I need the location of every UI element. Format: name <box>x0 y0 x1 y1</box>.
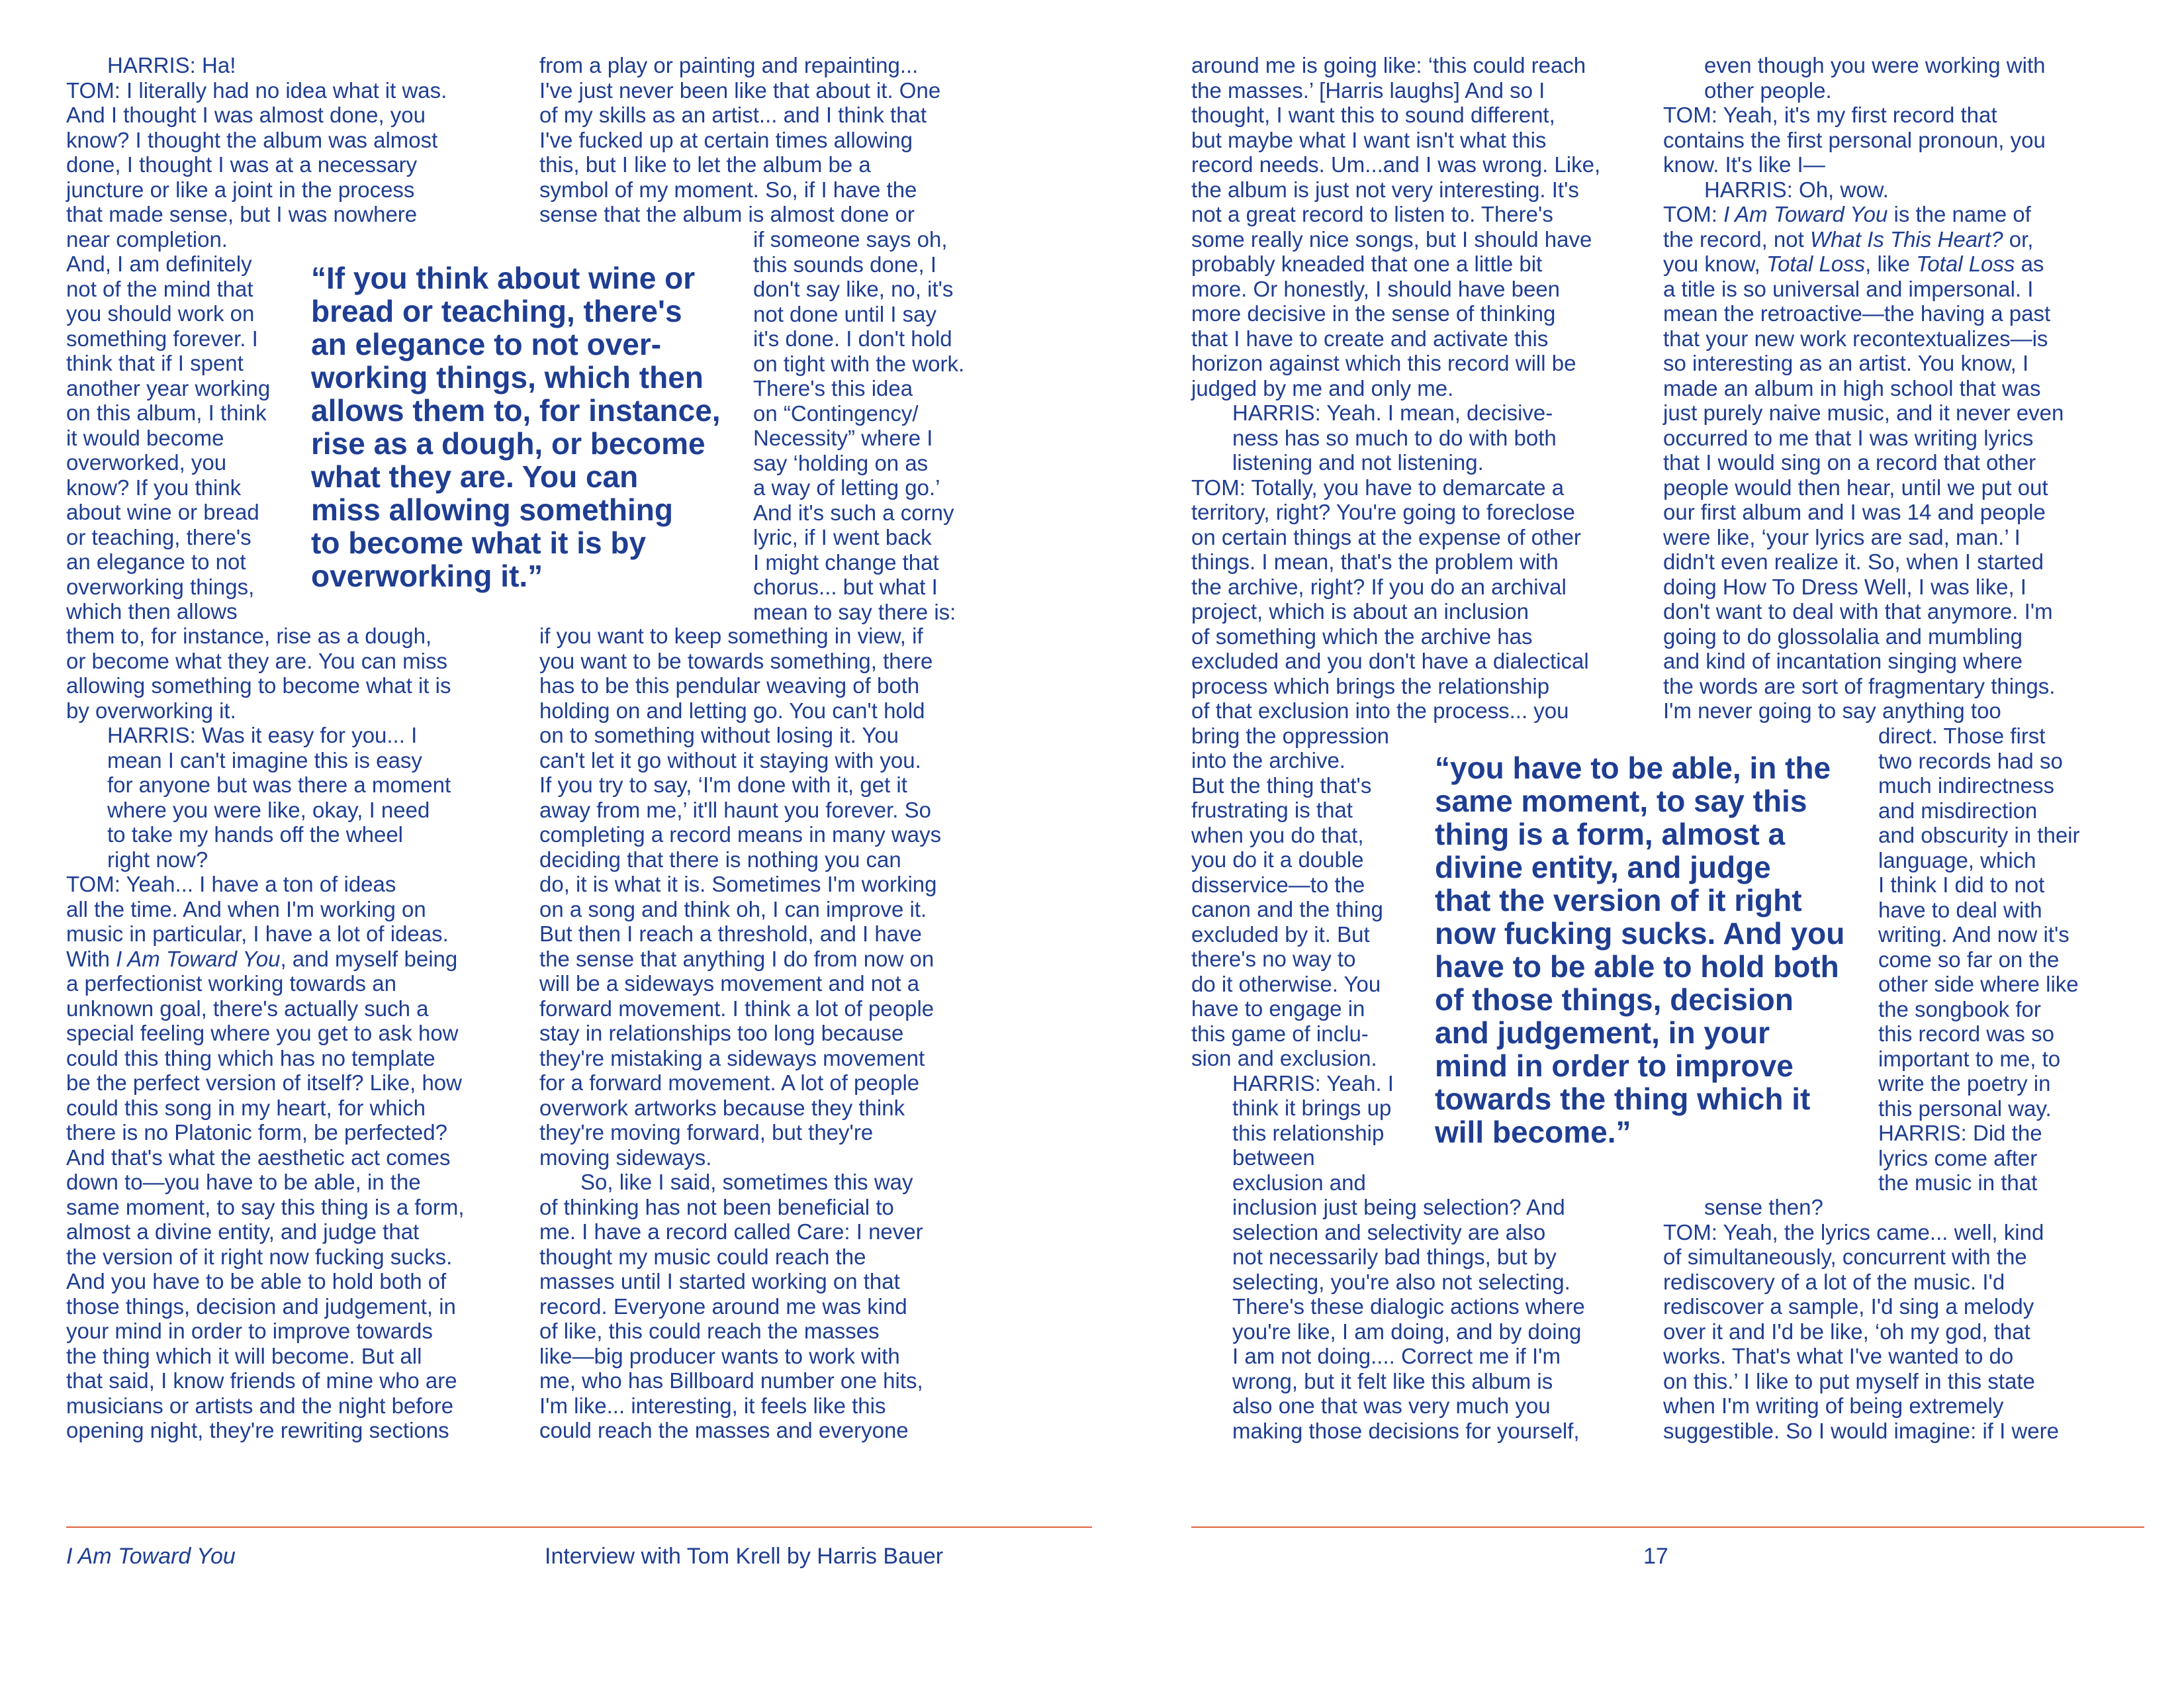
harris-comment-wrap-end: inclusion just being selection? And selection and selectivity are also not necessarily bad things, but by selecting, you're also not selecting. There's these dialogic actions where you're like, I am doing, and by doing I am not doing.... Correct me if I'm wrong, but it felt like this album is also one that was very much you making those decisions for yourself, <box>1232 1195 1585 1443</box>
harris-comment: HARRIS: Yeah. I mean, decisive- ness has so much to do with both listening and not listening. <box>1232 400 1557 475</box>
left-col-1-wrap-narrow <box>66 252 304 624</box>
tom-paragraph: around me is going like: ‘this could reach the masses.’ [Harris laughs] And so I thought, I want this to sound different, but maybe what I want isn't what this record needs. Um...and I was wrong. Like, the album is just not very interesting. It's not a great record to listen to. There's some really nice songs, but I should have probably kneaded that one a little bit more. Or honestly, I should have been more decisive in the sense of thinking that I have to create and activate this horizon against which this record will be judged by me and only me. <box>1191 53 1601 400</box>
left-col-2-wrap-narrow <box>753 227 1005 624</box>
footer-rule-left <box>66 1526 1092 1528</box>
right-col-3 <box>1191 53 1655 748</box>
right-col-3-lower <box>1191 1195 1655 1443</box>
pull-quote <box>1435 751 1878 1149</box>
tom-paragraph: TOM: I literally had no idea what it was. And I thought I was almost done, you know? I thought the album was almost done, I thought I was at a necessary juncture or like a joint in the process that made sense, but I was nowhere near completion. <box>66 77 447 252</box>
footer-interview-title: Interview with Tom Krell by Harris Bauer <box>545 1544 944 1569</box>
tom-paragraph: TOM: Totally, you have to demarcate a territory, right? You're going to foreclose on certain things at the expense of other things. I mean, that's the problem with the archive, right? If you do an archival project, which is about an inclusion of something which the archive has excluded and you don't have a dialectical process which brings the relationship of that exclusion into the process... you bring the oppression <box>1191 475 1589 748</box>
harris-question-end: sense then? <box>1704 1195 1823 1219</box>
speaker-line-harris: HARRIS: Ha! <box>107 53 236 77</box>
harris-question: HARRIS: Was it easy for you... I mean I can't imagine this is easy for anyone but was there a moment where you were like, okay, I need to take my hands off the wheel right now? <box>107 723 451 872</box>
tom-paragraph-wrap: direct. Those first two records had so much indirectness and misdirection and obscurity in their language, which I think I did to not have to deal with writing. And now it's come so far on the other side where like the songbook for this record was so important to me, to write the poetry in this personal way. <box>1878 724 2080 1121</box>
tom-paragraph: TOM: Yeah... I have a ton of ideas all the time. And when I'm working on music in particular, I have a lot of ideas. With I Am Toward You, and myself being a perfectionist working towards an unknown goal, there's actually such a special feeling where you get to ask how could this thing which has no template be the perfect version of itself? Like, how could this song in my heart, for which there is no Platonic form, be perfected? And that's what the aesthetic act comes down to—you have to be able, in the same moment, to say this thing is a form, almost a divine entity, and judge that the version of it right now fucking sucks. And you have to be able to hold both of those things, decision and judgement, in your mind in order to improve towards the thing which it will become. But all that said, I know friends of mine who are musicians or artists and the night before opening night, they're rewriting sections <box>66 872 465 1442</box>
pull-quote-text: “If you think about wine or bread or teaching, there's an elegance to not over- working things, which then allows them to, for instance, rise as a dough, or become what they are. You can miss allowing something to become what it is by overworking it.” <box>311 261 721 593</box>
tom-paragraph: So, like I said, sometimes this way of thinking has not been beneficial to me. I have a record called Care: I never thought my music could reach the masses until I started working on that record. Everyone around me was kind of like, this could reach the masses like—big producer wants to work with me, who has Billboard number one hits, I'm like... interesting, it feels like this could reach the masses and everyone <box>539 1170 923 1442</box>
footer-book-title: I Am Toward You <box>66 1544 236 1569</box>
left-col-2 <box>539 53 1003 227</box>
right-col-4-lower <box>1663 1195 2140 1443</box>
tom-paragraph-wrap: And, I am definitely not of the mind that you should work on something forever. I think that if I spent another year working on this album, I think it would become overworked, you know? If you think about wine or bread or teaching, there's an elegance to not overworking things, which then allows <box>66 252 271 624</box>
left-col-2-lower <box>539 624 1003 1443</box>
right-col-4 <box>1663 53 2140 724</box>
right-col-3-narrow <box>1191 748 1416 1195</box>
tom-paragraph-wrap: into the archive. But the thing that's frustrating is that when you do that, you do it a double disservice—to the canon and the thing excluded by it. But there's no way to do it otherwise. You have to engage in this game of inclu- sion and exclusion. <box>1191 748 1383 1070</box>
tom-paragraph: from a play or painting and repainting... I've just never been like that about it. One of my skills as an artist... and I think that I've fucked up at certain times allowing this, but I like to let the album be a symbol of my moment. So, if I have the sense that the album is almost done or <box>539 53 941 226</box>
left-col-1-lower <box>66 624 523 1443</box>
harris-question-wrap: HARRIS: Did the lyrics come after the music in that <box>1878 1121 2042 1195</box>
tom-paragraph: TOM: Yeah, it's my first record that contains the first personal pronoun, you know. It's like I— <box>1663 103 2046 177</box>
harris-comment: HARRIS: Oh, wow. <box>1704 177 1889 202</box>
pull-quote-text: “you have to be able, in the same moment, to say this thing is a form, almost a divine entity, and judge that the version of it right now fucking sucks. And you have to be able to hold both of those things, decision and judgement, in your mind in order to improve towards the thing which it will become.” <box>1435 751 1845 1149</box>
right-col-4-narrow <box>1878 724 2143 1196</box>
page-number: 17 <box>1643 1544 1668 1569</box>
left-col-1 <box>66 53 523 252</box>
harris-comment-wrap: HARRIS: Yeah. I think it brings up this relationship between exclusion and <box>1232 1070 1394 1195</box>
pull-quote <box>311 261 748 592</box>
tom-paragraph: TOM: Yeah, the lyrics came... well, kind of simultaneously, concurrent with the rediscovery of a lot of the music. I'd rediscover a sample, I'd sing a melody over it and I'd be like, ‘oh my god, that works. That's what I've wanted to do on this.’ I like to put myself in this state when I'm writing of being extremely suggestible. So I would imagine: if I were <box>1663 1219 2059 1443</box>
tom-paragraph: TOM: I Am Toward You is the name of the record, not What Is This Heart? or, you know, Total Loss, like Total Loss as a title is so universal and impersonal. I mean the retroactive—the having a past that your new work recontextualizes—is so interesting as an artist. You know, I made an album in high school that was just purely naive music, and it never even occurred to me that I was writing lyrics that I would sing on a record that other people would then hear, until we put out our first album and I was 14 and people were like, ‘your lyrics are sad, man.’ I didn't even realize it. So, when I started doing How To Dress Well, I was like, I don't want to deal with that anymore. I'm going to do glossolalia and mumbling and kind of incantation singing where the words are sort of fragmentary things. I'm never going to say anything too <box>1663 202 2064 723</box>
tom-paragraph-wrap-end: if you want to keep something in view, if you want to be towards something, there has to be this pendular weaving of both holding on and letting go. You can't hold on to something without losing it. You can't let it go without it staying with you. If you try to say, ‘I'm done with it, get it away from me,’ it'll haunt you forever. So completing a record means in many ways deciding that there is nothing you can do, it is what it is. Sometimes I'm working on a song and think oh, I can improve it. But then I reach a threshold, and I have the sense that anything I do from now on will be a sideways movement and not a forward movement. I think a lot of people stay in relationships too long because they're mistaking a sideways movement for a forward movement. A lot of people overwork artworks because they think they're moving forward, but they're moving sideways. <box>539 624 942 1170</box>
tom-paragraph-wrap: if someone says oh, this sounds done, I don't say like, no, it's not done until I say it's done. I don't hold on tight with the work. There's this idea on “Contingency/ Necessity” where I say ‘holding on as a way of letting go.’ And it's such a corny lyric, if I went back I might change that chorus... but what I mean to say there is: <box>753 227 965 624</box>
tom-paragraph-wrap-end: them to, for instance, rise as a dough, or become what they are. You can miss allowing something to become what it is by overworking it. <box>66 624 451 723</box>
harris-comment-end: even though you were working with other people. <box>1704 53 2046 103</box>
footer-rule-right <box>1191 1526 2144 1528</box>
